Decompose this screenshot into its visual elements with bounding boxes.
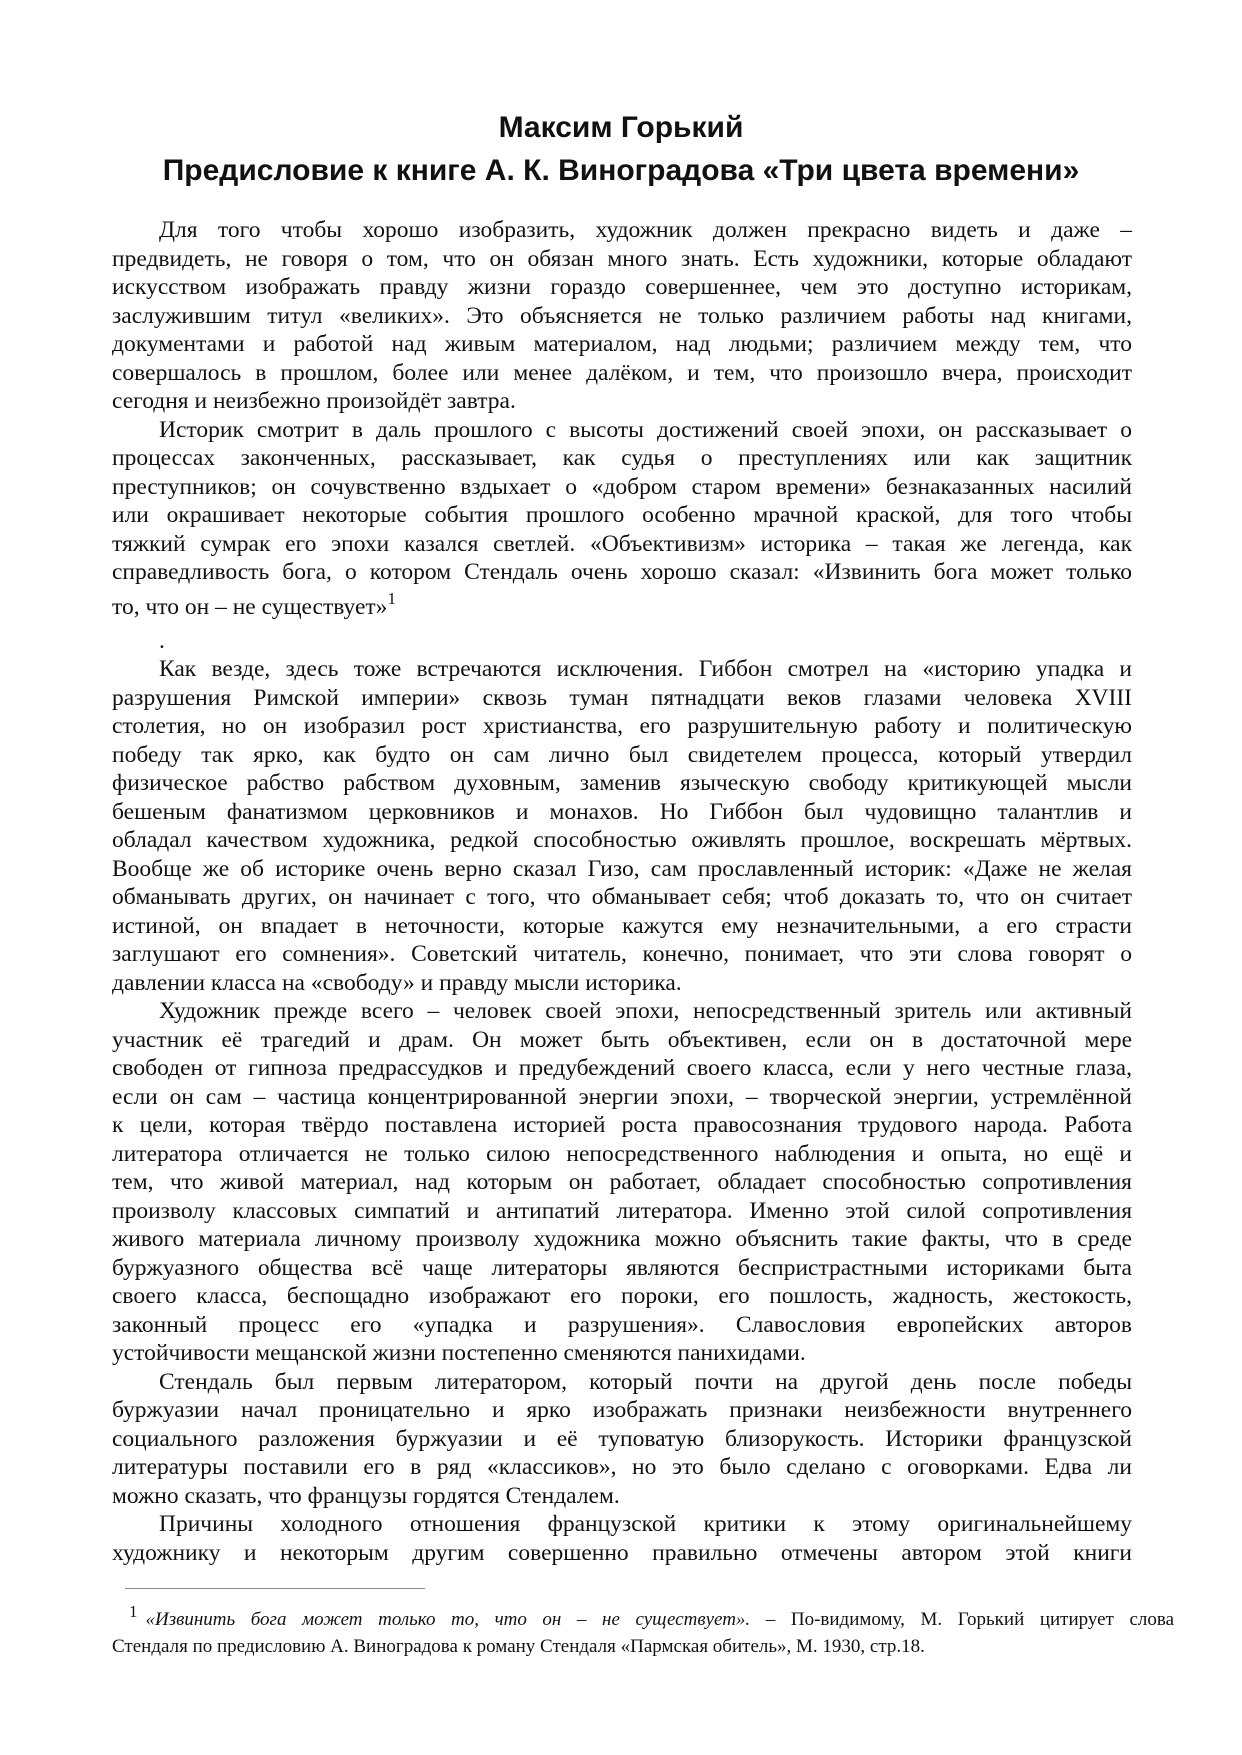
text-line [112, 969, 1132, 998]
text-line-content: документами и работой над живым материалом, над людьми; различием между тем, что [112, 331, 1132, 357]
text-line-content: заглушают его сомнения». Советский читатель, конечно, понимает, что эти слова говорят о [112, 941, 1132, 967]
text-line [112, 1225, 1132, 1254]
text-line-content: Стендаль был первым литератором, который почти на другой день после победы [159, 1368, 1132, 1395]
text-line-content: свободен от гипноза предрассудков и предубеждений своего класса, если у него честные глаза, [112, 1055, 1132, 1081]
text-line-content: законный процесс его «упадка и разрушения». Славословия европейских авторов [112, 1311, 1132, 1338]
text-line [112, 940, 1132, 969]
author-heading: Максим Горький [498, 111, 744, 144]
text-line [112, 1510, 1132, 1539]
text-line [112, 826, 1132, 855]
text-line-content: произволу классовых симпатий и антипатий литератора. Именно этой силой сопротивления [112, 1197, 1132, 1224]
text-line [112, 627, 1132, 656]
text-line-content: разрушения Римской империи» сквозь туман пятнадцати веков глазами человека XVIII [112, 684, 1132, 711]
footnote-line-1 [112, 1602, 1175, 1633]
document-body [112, 216, 1132, 1567]
text-line [112, 387, 1132, 416]
text-line [112, 1168, 1132, 1197]
text-line-content: Причины холодного отношения французской критики к этому оригинальнейшему [159, 1511, 1132, 1537]
text-line-content: искусством изображать правду жизни гораздо совершеннее, чем это доступно историкам, [112, 274, 1132, 300]
text-line [112, 769, 1132, 798]
paragraph [112, 655, 1132, 997]
text-line-content: если он сам – частица концентрированной энергии эпохи, – творческой энергии, устремлённой [112, 1083, 1132, 1110]
text-line [112, 741, 1132, 770]
text-line-content: можно сказать, что французы гордятся Стендалем. [112, 1482, 620, 1509]
text-line [112, 444, 1132, 473]
text-line-content: преступников; он сочувственно вздыхает о «добром старом времени» безнаказанных насилий [112, 473, 1132, 500]
text-line [112, 912, 1132, 941]
text-line [112, 883, 1132, 912]
paragraph [112, 997, 1132, 1368]
text-line-content: устойчивости мещанской жизни постепенно сменяются панихидами. [112, 1340, 806, 1366]
text-line-content: Историк смотрит в даль прошлого с высоты достижений своей эпохи, он рассказывает о [159, 416, 1132, 443]
text-line [112, 1482, 1132, 1511]
text-line [112, 587, 1132, 627]
paragraph [112, 216, 1132, 416]
text-line-content: или окрашивает некоторые события прошлого особенно мрачной краской, для того чтобы [112, 502, 1132, 528]
paragraph [112, 627, 1132, 656]
text-line-content: процессах законченных, рассказывает, как судья о преступлениях или как защитник [112, 445, 1132, 471]
text-line [112, 501, 1132, 530]
text-line [112, 473, 1132, 502]
text-line [112, 216, 1132, 245]
text-line-content: обладал качеством художника, редкой способностью оживлять прошлое, воскрешать мёртвых. [112, 827, 1132, 853]
document-title: Предисловие к книге А. К. Виноградова «Три цвета времени» [162, 154, 1080, 187]
paragraph [112, 1368, 1132, 1511]
text-line-content: бешеным фанатизмом церковников и монахов. Но Гиббон был чудовищно талантлив и [112, 798, 1132, 825]
text-line [112, 1083, 1132, 1112]
text-line-content: давлении класса на «свободу» и правду мысли историка. [112, 969, 682, 996]
text-line-content: художнику и некоторым другим совершенно правильно отмечены автором этой книги [112, 1539, 1132, 1566]
text-line [112, 1453, 1132, 1482]
text-line [112, 302, 1132, 331]
paragraph [112, 416, 1132, 627]
text-line-content: литератора отличается не только силою непосредственного наблюдения и опыта, но ещё и [112, 1140, 1132, 1167]
text-line-content: Художник прежде всего – человек своей эпохи, непосредственный зритель или активный [159, 998, 1132, 1024]
text-line [112, 1311, 1132, 1340]
text-line-content: участник её трагедий и драм. Он может быть объективен, если он в достаточной мере [112, 1026, 1132, 1053]
text-line [112, 273, 1132, 302]
footnote-text: – По-видимому, М. Горький цитирует слова [750, 1609, 1175, 1630]
text-line-content: литературы поставили его в ряд «классиков», но это было сделано с оговорками. Едва ли [112, 1454, 1132, 1480]
text-line [112, 245, 1132, 274]
text-line [112, 1140, 1132, 1169]
text-line-content: истиной, он впадает в неточности, которые кажутся ему незначительными, а его страсти [112, 912, 1132, 939]
text-line-content: тем, что живой материал, над которым он работает, обладает способностью сопротивления [112, 1169, 1132, 1195]
text-line [112, 359, 1132, 388]
text-line [112, 855, 1132, 884]
text-line [112, 1396, 1132, 1425]
text-line [112, 1368, 1132, 1397]
text-line [112, 558, 1132, 587]
text-line [112, 1111, 1132, 1140]
footnote-separator [125, 1588, 425, 1589]
text-line-content: предвидеть, не говоря о том, что он обязан много знать. Есть художники, которые обладают [112, 245, 1132, 272]
text-line-content: Для того чтобы хорошо изобразить, художник должен прекрасно видеть и даже – [159, 217, 1132, 243]
text-line [112, 798, 1132, 827]
text-line [112, 330, 1132, 359]
text-line [112, 1054, 1132, 1083]
text-line [112, 530, 1132, 559]
text-line-content: тяжкий сумрак его эпохи казался светлей. «Объективизм» историка – такая же легенда, как [112, 530, 1132, 557]
text-line-content: справедливость бога, о котором Стендаль очень хорошо сказал: «Извинить бога может только [112, 559, 1132, 585]
text-line-content: своего класса, беспощадно изображают его пороки, его пошлость, жадность, жестокость, [112, 1283, 1132, 1309]
text-line-content: совершалось в прошлом, более или менее далёком, и тем, что произошло вчера, происходит [112, 359, 1132, 386]
text-line-content: социального разложения буржуазии и её туповатую близорукость. Историки французской [112, 1425, 1132, 1452]
text-line [112, 1254, 1132, 1283]
text-line [112, 1197, 1132, 1226]
text-line [112, 712, 1132, 741]
text-line-content: физическое рабство рабством духовным, заменив языческую свободу критикующей мысли [112, 770, 1132, 796]
text-line [112, 1425, 1132, 1454]
text-line [112, 416, 1132, 445]
text-line [112, 1339, 1132, 1368]
text-line [112, 684, 1132, 713]
text-line-content: столетия, но он изобразил рост христианства, его разрушительную работу и политическую [112, 713, 1132, 739]
text-line-content: Вообще же об историке очень верно сказал Гизо, сам прославленный историк: «Даже не желая [112, 855, 1132, 882]
footnote-line-2: Стендаля по предисловию А. Виноградова к роману Стендаля «Пармская обитель», М. 1930, стр.18. [112, 1636, 925, 1657]
text-line [112, 1539, 1132, 1568]
text-line-content: к цели, которая твёрдо поставлена историей роста правосознания трудового народа. Работа [112, 1112, 1132, 1138]
text-line-content: победу так ярко, как будто он сам лично был свидетелем процесса, который утвердил [112, 741, 1132, 768]
text-line [112, 1026, 1132, 1055]
text-line-content: заслужившим титул «великих». Это объясняется не только различием работы над книгами, [112, 302, 1132, 329]
text-line [112, 997, 1132, 1026]
text-line-content: живого материала личному произволу художника можно объяснить такие факты, что в среде [112, 1226, 1132, 1252]
text-line [112, 655, 1132, 684]
text-line-content: буржуазии начал проницательно и ярко изображать признаки неизбежности внутреннего [112, 1397, 1132, 1423]
text-line-content: Как везде, здесь тоже встречаются исключения. Гиббон смотрел на «историю упадка и [159, 656, 1132, 682]
footnote-reference[interactable]: 1 [387, 588, 396, 608]
footnote-number: 1 [129, 1602, 138, 1621]
text-line [112, 1282, 1132, 1311]
text-line-content: . [159, 627, 165, 654]
footnote-quote: «Извинить бога может только то, что он – не существует». [145, 1609, 751, 1630]
paragraph [112, 1510, 1132, 1567]
text-line-content: то, что он – не существует» [112, 593, 388, 620]
text-line-content: сегодня и неизбежно произойдёт завтра. [112, 388, 516, 414]
text-line-content: обманывать других, он начинает с того, что обманывает себя; чтоб доказать то, что он считает [112, 884, 1132, 910]
text-line-content: буржуазного общества всё чаще литераторы являются беспристрастными историками быта [112, 1254, 1132, 1281]
footnote [112, 1602, 1175, 1660]
